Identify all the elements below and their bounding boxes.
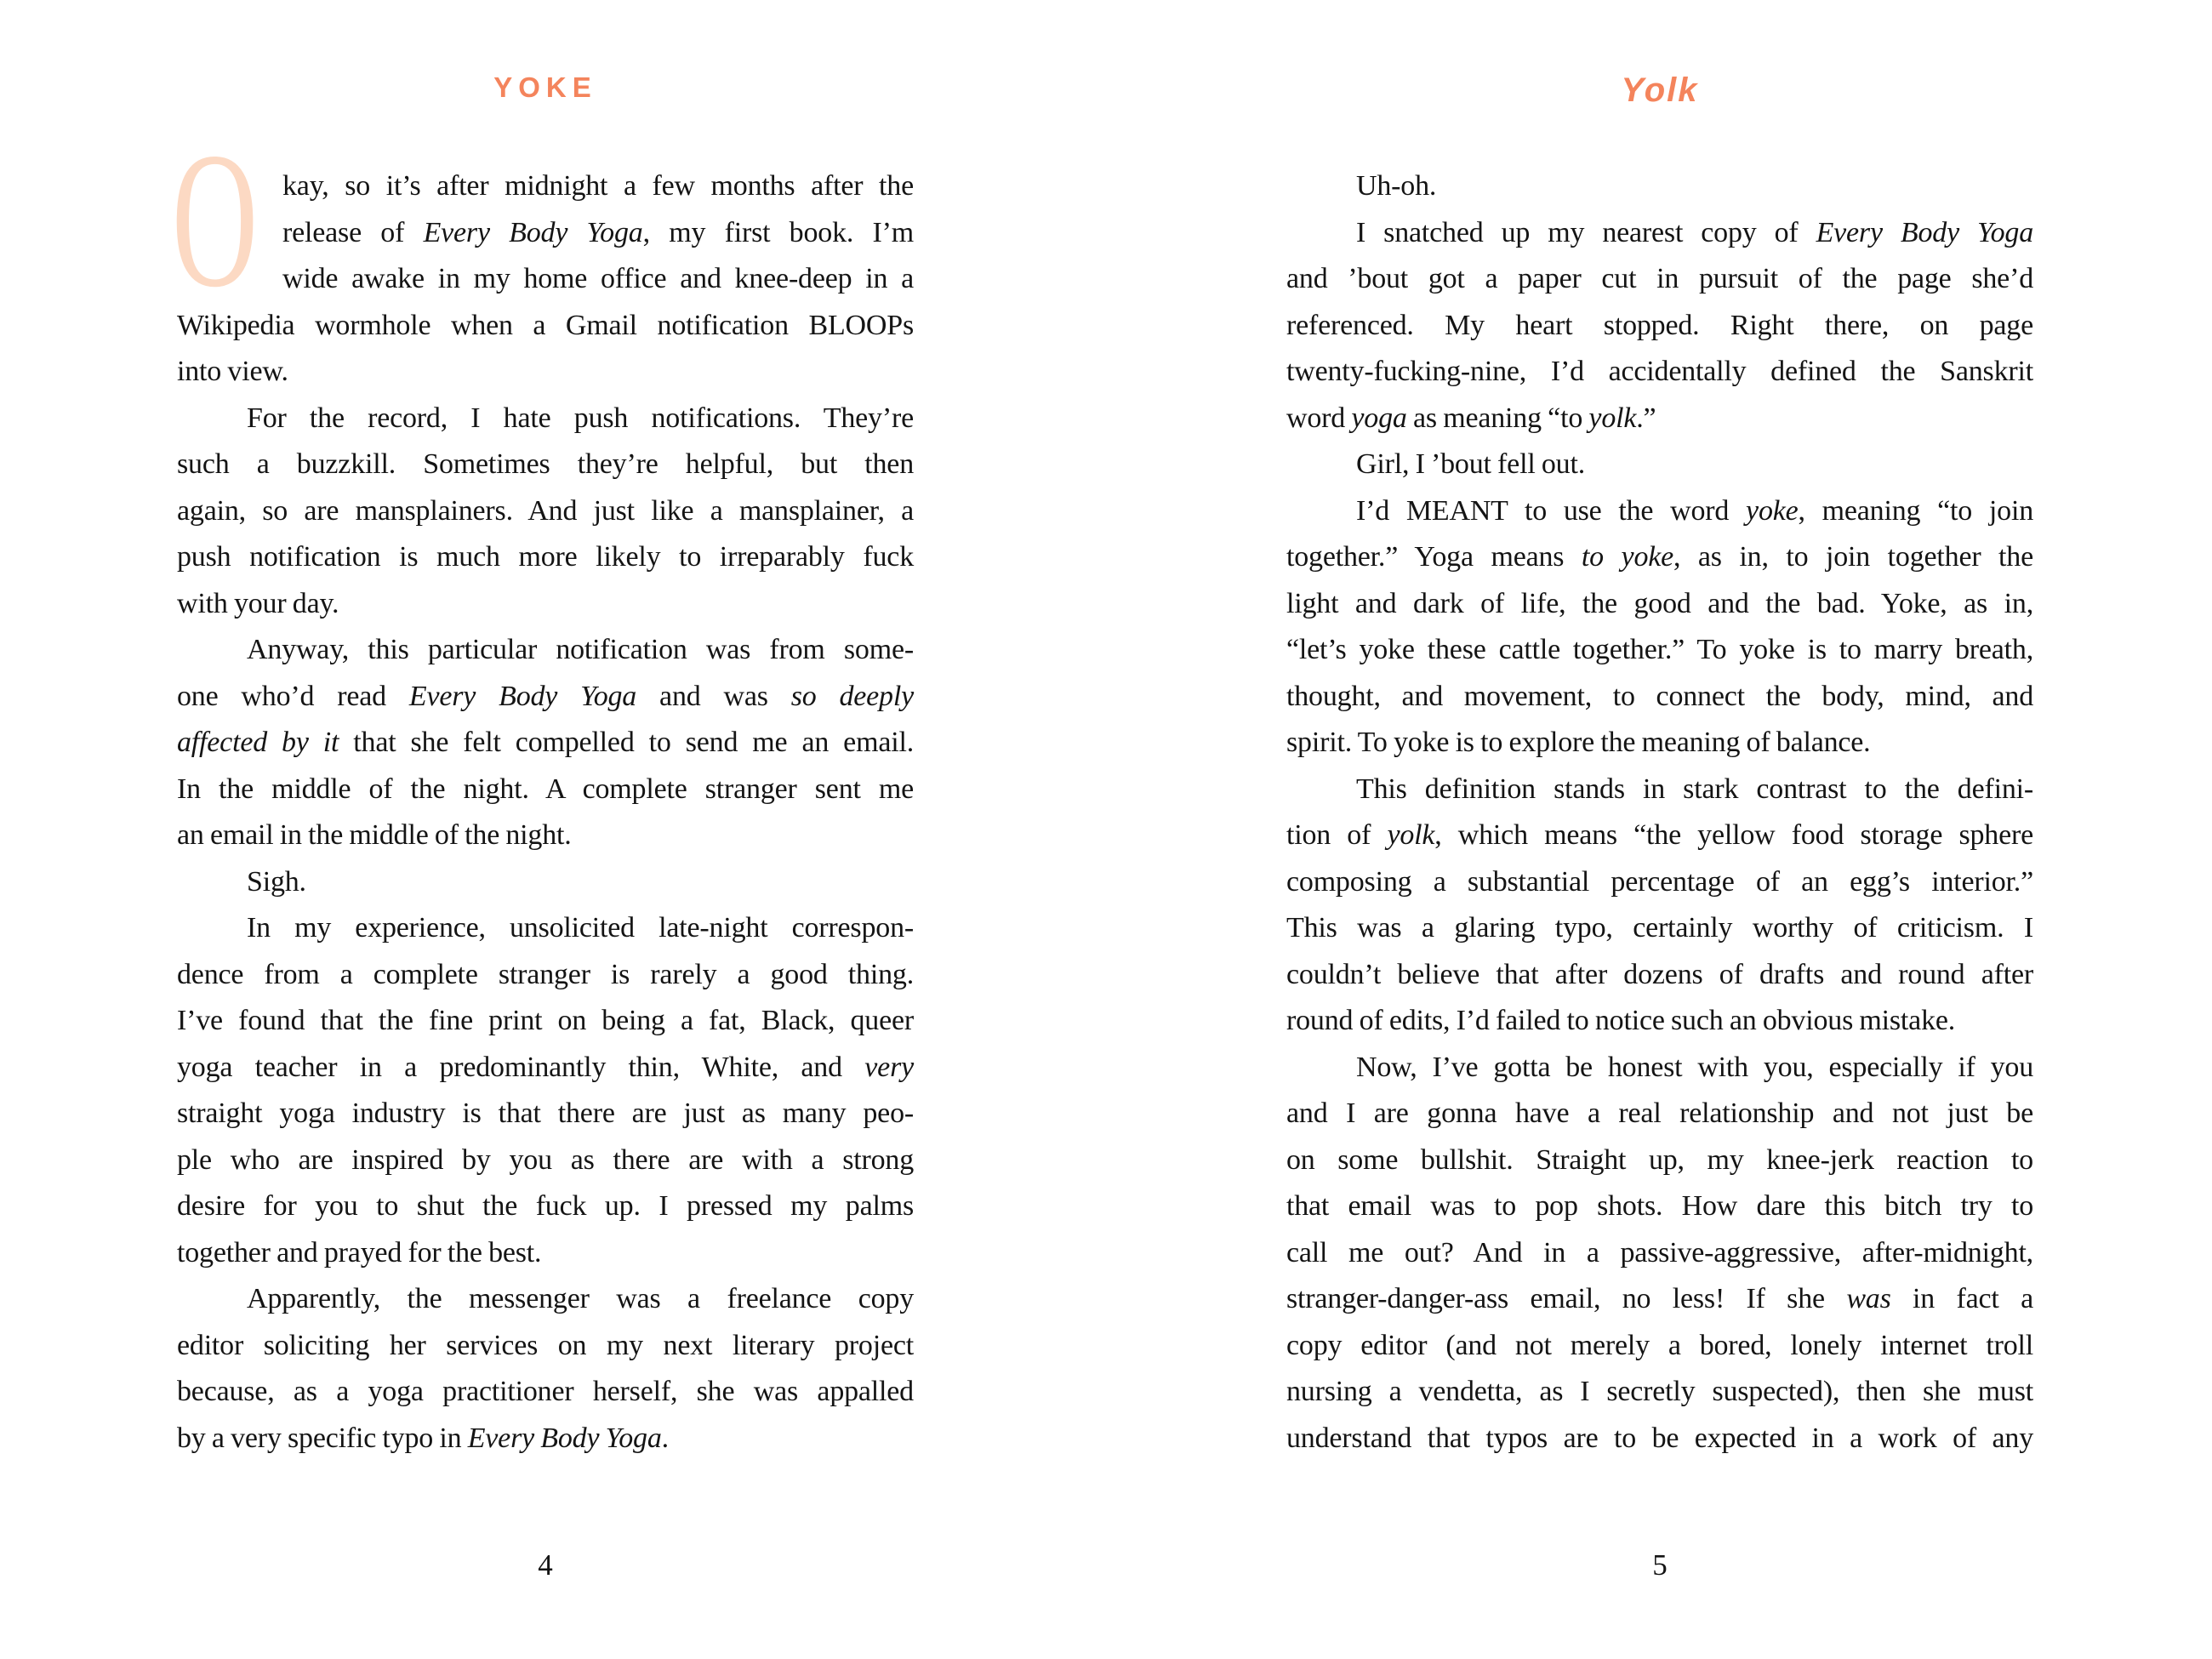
text-run: that email was to pop shots. How dare this bitch try to	[1286, 1190, 2033, 1222]
text-run: Uh-oh.	[1356, 170, 1437, 202]
text-line	[177, 442, 914, 488]
text-line	[1286, 442, 2033, 488]
text-line	[1286, 767, 2033, 813]
text-run: , which means “the yellow food storage sphere	[1434, 819, 2033, 851]
text-run: one who’d read	[177, 680, 409, 712]
text-line	[1286, 812, 2033, 859]
text-run: nursing a vendetta, as I secretly suspected), then she must	[1286, 1376, 2033, 1407]
text-run: on some bullshit. Straight up, my knee-jerk reaction to	[1286, 1143, 2033, 1176]
page-body-right	[1286, 163, 2033, 1462]
text-line	[177, 1183, 914, 1230]
text-line	[1286, 674, 2033, 721]
text-run: tion of	[1286, 819, 1388, 851]
text-line	[177, 303, 914, 350]
text-line	[177, 998, 914, 1045]
text-line	[177, 859, 914, 906]
text-line	[1286, 720, 2033, 767]
text-run: This definition stands in stark contrast to the defini-	[1356, 772, 2033, 805]
text-line	[177, 581, 914, 628]
text-line	[177, 1323, 914, 1370]
text-line	[1286, 1369, 2033, 1416]
text-line	[1286, 1323, 2033, 1370]
text-line	[177, 1416, 914, 1462]
text-run: yoga teacher in a predominantly thin, White, and	[177, 1051, 865, 1083]
text-line	[177, 534, 914, 581]
text-run: copy editor (and not merely a bored, lonely internet troll	[1286, 1329, 2033, 1361]
running-head-right: Yolk	[1621, 71, 1699, 109]
paragraph	[177, 1276, 914, 1462]
text-run: , my first book. I’m	[642, 216, 915, 248]
text-line	[1286, 627, 2033, 674]
text-run: round of edits, I’d failed to notice such an obvious mistake.	[1286, 1005, 1956, 1036]
text-line	[1286, 952, 2033, 999]
text-line	[177, 767, 914, 813]
text-run: and ’bout got a paper cut in pursuit of the page she’d	[1286, 263, 2033, 294]
paragraph	[1286, 442, 2033, 488]
text-run: I’ve found that the fine print on being a fat, Black, queer	[177, 1005, 914, 1036]
text-run: straight yoga industry is that there are just as many peo-	[177, 1097, 914, 1129]
text-run: spirit. To yoke is to explore the meaning of balance.	[1286, 727, 1871, 758]
paragraph	[177, 905, 914, 1276]
text-line	[177, 720, 914, 767]
text-run: , meaning “to join	[1798, 494, 2034, 527]
text-run: as meaning “to	[1406, 402, 1589, 434]
text-line	[1286, 1137, 2033, 1184]
paragraph	[177, 396, 914, 628]
text-line	[177, 627, 914, 674]
paragraph	[1286, 163, 2033, 210]
text-line	[177, 812, 914, 859]
italic-run: yoga	[1351, 402, 1407, 434]
text-run: In my experience, unsolicited late-night correspon-	[247, 912, 914, 944]
text-run: because, as a yoga practitioner herself, she was appalled	[177, 1376, 914, 1407]
text-run: and was	[636, 680, 791, 712]
text-line	[177, 488, 914, 535]
text-run: desire for you to shut the fuck up. I pressed my palms	[177, 1190, 914, 1222]
italic-run: to yoke	[1581, 541, 1674, 573]
text-run: ple who are inspired by you as there are with a strong	[177, 1143, 914, 1176]
folio-right: 5	[1652, 1548, 1668, 1582]
text-run: I’d MEANT to use the word	[1356, 494, 1747, 527]
text-line	[177, 1137, 914, 1184]
paragraph	[1286, 1045, 2033, 1462]
text-line	[177, 1091, 914, 1137]
text-run: kay, so it’s after midnight a few months after the	[282, 170, 914, 202]
paragraph	[1286, 210, 2033, 442]
text-line	[177, 210, 914, 257]
text-run: editor soliciting her services on my next literary project	[177, 1329, 914, 1361]
paragraph	[1286, 488, 2033, 767]
paragraph	[177, 859, 914, 906]
text-run: composing a substantial percentage of an egg’s interior.”	[1286, 865, 2033, 898]
text-run: “let’s yoke these cattle together.” To yoke is to marry breath,	[1286, 634, 2033, 665]
text-run: In the middle of the night. A complete stranger sent me	[177, 772, 914, 805]
text-run: .	[661, 1422, 669, 1454]
text-run: and I are gonna have a real relationship and not just be	[1286, 1097, 2033, 1129]
text-run: Now, I’ve gotta be honest with you, especially if you	[1356, 1051, 2033, 1083]
text-run: .”	[1636, 402, 1656, 434]
italic-run: affected by it	[177, 727, 339, 758]
text-run: For the record, I hate push notifications. They’re	[247, 402, 914, 434]
text-line	[1286, 210, 2033, 257]
paragraph	[1286, 767, 2033, 1045]
text-line	[1286, 534, 2033, 581]
text-line	[1286, 998, 2033, 1045]
text-line	[1286, 1276, 2033, 1323]
text-run: couldn’t believe that after dozens of drafts and round after	[1286, 958, 2033, 990]
text-run: twenty-fucking-nine, I’d accidentally defined the Sanskrit	[1286, 356, 2033, 387]
text-line	[177, 1045, 914, 1092]
italic-run: Every Body Yoga	[467, 1422, 662, 1454]
text-run: This was a glaring typo, certainly worthy of criticism. I	[1286, 912, 2033, 944]
text-run: together and prayed for the best.	[177, 1236, 542, 1268]
text-run: with your day.	[177, 587, 339, 619]
text-line	[1286, 396, 2033, 442]
text-run: I snatched up my nearest copy of	[1356, 216, 1816, 248]
text-line	[1286, 1183, 2033, 1230]
text-run: thought, and movement, to connect the body, mind, and	[1286, 680, 2033, 712]
text-run: stranger-danger-ass email, no less! If she	[1286, 1283, 1847, 1314]
text-run: light and dark of life, the good and the bad. Yoke, as in,	[1286, 587, 2033, 619]
italic-run: Every Body Yoga	[408, 680, 637, 712]
text-run: together.” Yoga means	[1286, 541, 1582, 573]
text-line	[1286, 905, 2033, 952]
text-line	[1286, 1230, 2033, 1277]
italic-run: was	[1846, 1283, 1891, 1314]
italic-run: Every Body Yoga	[423, 216, 643, 248]
italic-run: yolk	[1387, 819, 1435, 851]
text-run: into view.	[177, 356, 288, 387]
text-line	[1286, 1091, 2033, 1137]
page-body-left	[172, 112, 915, 1462]
text-line	[1286, 1416, 2033, 1462]
text-line	[1286, 1045, 2033, 1092]
text-line	[1286, 859, 2033, 906]
text-line	[177, 1276, 914, 1323]
text-run: Wikipedia wormhole when a Gmail notification BLOOPs	[177, 309, 914, 341]
text-run: referenced. My heart stopped. Right there, on page	[1286, 309, 2033, 341]
folio-left: 4	[538, 1548, 553, 1582]
text-line	[177, 952, 914, 999]
text-line	[177, 905, 914, 952]
text-run: an email in the middle of the night.	[177, 819, 572, 851]
text-line	[177, 674, 914, 721]
text-run: understand that typos are to be expected in a work of any	[1286, 1422, 2033, 1454]
text-line	[177, 256, 914, 303]
text-line	[177, 163, 914, 210]
running-head-left: YOKE	[493, 71, 597, 103]
text-run: that she felt compelled to send me an email.	[339, 727, 915, 758]
text-run: Girl, I ’bout fell out.	[1356, 448, 1586, 480]
text-line	[177, 396, 914, 442]
paragraph	[172, 112, 915, 396]
text-run: again, so are mansplainers. And just like a mansplainer, a	[177, 494, 914, 527]
text-run: Apparently, the messenger was a freelance copy	[247, 1283, 914, 1314]
text-line	[1286, 256, 2033, 303]
text-line	[1286, 349, 2033, 396]
drop-cap: O	[172, 112, 259, 328]
text-run: by a very specific typo in	[177, 1422, 468, 1454]
text-run: such a buzzkill. Sometimes they’re helpful, but then	[177, 448, 914, 480]
text-line	[1286, 163, 2033, 210]
text-run: call me out? And in a passive-aggressive, after-midnight,	[1286, 1236, 2033, 1268]
text-run: in fact a	[1890, 1283, 2033, 1314]
italic-run: yoke	[1746, 494, 1799, 527]
italic-run: so deeply	[790, 680, 914, 712]
italic-run: very	[864, 1051, 914, 1083]
text-line	[1286, 488, 2033, 535]
text-run: wide awake in my home office and knee-deep in a	[282, 263, 914, 294]
text-line	[1286, 303, 2033, 350]
text-run: push notification is much more likely to irreparably fuck	[177, 541, 914, 573]
text-run: release of	[282, 216, 424, 248]
paragraph	[177, 627, 914, 859]
text-run: , as in, to join together the	[1673, 541, 2033, 573]
text-run: Sigh.	[247, 865, 306, 898]
italic-run: Every Body Yoga	[1816, 216, 2034, 248]
text-line	[177, 1230, 914, 1277]
text-line	[1286, 581, 2033, 628]
text-line	[177, 1369, 914, 1416]
text-run: dence from a complete stranger is rarely a good thing.	[177, 958, 914, 990]
text-run: Anyway, this particular notification was from some-	[247, 634, 914, 665]
text-run: word	[1286, 402, 1352, 434]
text-line	[177, 349, 914, 396]
italic-run: yolk	[1588, 402, 1637, 434]
